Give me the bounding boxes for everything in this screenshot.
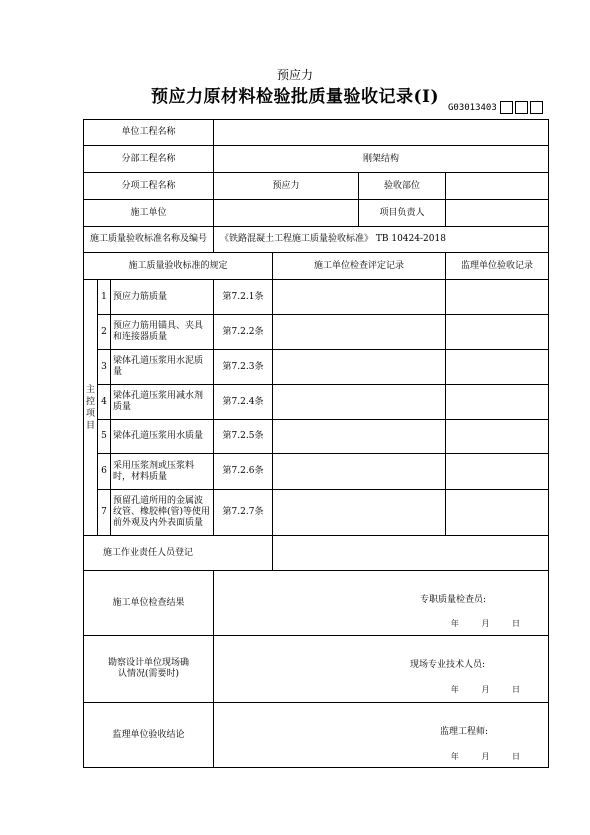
code-box-2[interactable] bbox=[515, 101, 528, 114]
item-name: 预留孔道所用的金属波纹管、橡胶棒(管)等使用前外观及内外表面质量 bbox=[111, 490, 214, 536]
item-name: 预应力筋用锚具、夹具和连接器质量 bbox=[111, 315, 214, 350]
row-construction-result bbox=[84, 571, 549, 636]
page-title: 预应力原材料检验批质量验收记录(Ⅰ) bbox=[150, 87, 440, 107]
item-construction-record[interactable] bbox=[273, 385, 446, 420]
row-design-confirm bbox=[84, 636, 549, 703]
item-no: 2 bbox=[98, 315, 111, 350]
item-no: 7 bbox=[98, 490, 111, 536]
item-supervision-record[interactable] bbox=[446, 454, 549, 490]
item-clause: 第7.2.5条 bbox=[214, 420, 273, 454]
table-row bbox=[84, 350, 549, 385]
code-box-1[interactable] bbox=[500, 101, 513, 114]
row-column-headers bbox=[84, 253, 549, 280]
design-confirm-label: 勘察设计单位现场确认情况(需要时) bbox=[84, 636, 214, 703]
standard-value: 《铁路混凝土工程施工质量验收标准》 TB 10424-2018 bbox=[214, 227, 549, 253]
row-unit-project bbox=[84, 120, 549, 146]
sub-project-label: 分部工程名称 bbox=[84, 146, 214, 173]
item-supervision-record[interactable] bbox=[446, 350, 549, 385]
item-name: 采用压浆剂或压浆料时，材料质量 bbox=[111, 454, 214, 490]
item-name: 梁体孔道压浆用水泥质量 bbox=[111, 350, 214, 385]
item-construction-record[interactable] bbox=[273, 315, 446, 350]
table-row bbox=[84, 315, 549, 350]
item-supervision-record[interactable] bbox=[446, 315, 549, 350]
worker-register-label: 施工作业责任人员登记 bbox=[84, 536, 273, 571]
table-row bbox=[84, 454, 549, 490]
item-supervision-record[interactable] bbox=[446, 280, 549, 315]
item-clause: 第7.2.7条 bbox=[214, 490, 273, 536]
table-row bbox=[84, 420, 549, 454]
design-date: 年 月 日 bbox=[450, 685, 530, 694]
worker-register-value[interactable] bbox=[273, 536, 549, 571]
column-header-construction-check: 施工单位检查评定记录 bbox=[273, 253, 446, 280]
item-name: 梁体孔道压浆用水质量 bbox=[111, 420, 214, 454]
supervision-date: 年 月 日 bbox=[450, 752, 530, 761]
column-header-spec: 施工质量验收标准的规定 bbox=[84, 253, 273, 280]
row-supervision-conclusion bbox=[84, 703, 549, 768]
acceptance-record-table bbox=[83, 119, 549, 768]
item-construction-record[interactable] bbox=[273, 280, 446, 315]
item-no: 6 bbox=[98, 454, 111, 490]
item-clause: 第7.2.1条 bbox=[214, 280, 273, 315]
item-construction-record[interactable] bbox=[273, 454, 446, 490]
item-construction-record[interactable] bbox=[273, 350, 446, 385]
construction-signer-label: 专职质量检查员: bbox=[420, 595, 487, 605]
form-code: G03013403 bbox=[448, 103, 497, 113]
acceptance-part-value[interactable] bbox=[446, 173, 549, 200]
sub-project-value[interactable]: 刚架结构 bbox=[214, 146, 549, 173]
row-construction-unit bbox=[84, 200, 549, 227]
construction-unit-label: 施工单位 bbox=[84, 200, 214, 227]
item-project-value[interactable]: 预应力 bbox=[214, 173, 359, 200]
column-header-supervision-check: 监理单位验收记录 bbox=[446, 253, 549, 280]
item-no: 1 bbox=[98, 280, 111, 315]
unit-project-value[interactable] bbox=[214, 120, 549, 146]
design-signer-label: 现场专业技术人员: bbox=[410, 660, 486, 670]
construction-result-label: 施工单位检查结果 bbox=[84, 571, 214, 636]
project-manager-label: 项目负责人 bbox=[359, 200, 446, 227]
row-standard bbox=[84, 227, 549, 253]
row-item-project bbox=[84, 173, 549, 200]
table-row bbox=[84, 490, 549, 536]
item-clause: 第7.2.4条 bbox=[214, 385, 273, 420]
item-construction-record[interactable] bbox=[273, 490, 446, 536]
row-sub-project bbox=[84, 146, 549, 173]
item-project-label: 分项工程名称 bbox=[84, 173, 214, 200]
item-no: 5 bbox=[98, 420, 111, 454]
item-supervision-record[interactable] bbox=[446, 385, 549, 420]
table-row bbox=[84, 280, 549, 315]
acceptance-part-label: 验收部位 bbox=[359, 173, 446, 200]
row-worker-register bbox=[84, 536, 549, 571]
standard-label: 施工质量验收标准名称及编号 bbox=[84, 227, 214, 253]
construction-unit-value[interactable] bbox=[214, 200, 359, 227]
item-clause: 第7.2.3条 bbox=[214, 350, 273, 385]
item-no: 4 bbox=[98, 385, 111, 420]
page-subtitle: 预应力 bbox=[276, 68, 313, 82]
item-supervision-record[interactable] bbox=[446, 420, 549, 454]
design-confirm-value[interactable] bbox=[214, 636, 549, 703]
item-clause: 第7.2.6条 bbox=[214, 454, 273, 490]
item-clause: 第7.2.2条 bbox=[214, 315, 273, 350]
table-row bbox=[84, 385, 549, 420]
supervision-conclusion-label: 监理单位验收结论 bbox=[84, 703, 214, 768]
unit-project-label: 单位工程名称 bbox=[84, 120, 214, 146]
supervision-conclusion-value[interactable] bbox=[214, 703, 549, 768]
item-name: 梁体孔道压浆用减水剂质量 bbox=[111, 385, 214, 420]
main-control-label: 主控项目 bbox=[84, 280, 98, 536]
item-supervision-record[interactable] bbox=[446, 490, 549, 536]
project-manager-value[interactable] bbox=[446, 200, 549, 227]
code-box-3[interactable] bbox=[530, 101, 543, 114]
item-no: 3 bbox=[98, 350, 111, 385]
construction-date: 年 月 日 bbox=[450, 619, 530, 628]
construction-result-value[interactable] bbox=[214, 571, 549, 636]
item-construction-record[interactable] bbox=[273, 420, 446, 454]
supervision-signer-label: 监理工程师: bbox=[440, 727, 489, 737]
item-name: 预应力筋质量 bbox=[111, 280, 214, 315]
